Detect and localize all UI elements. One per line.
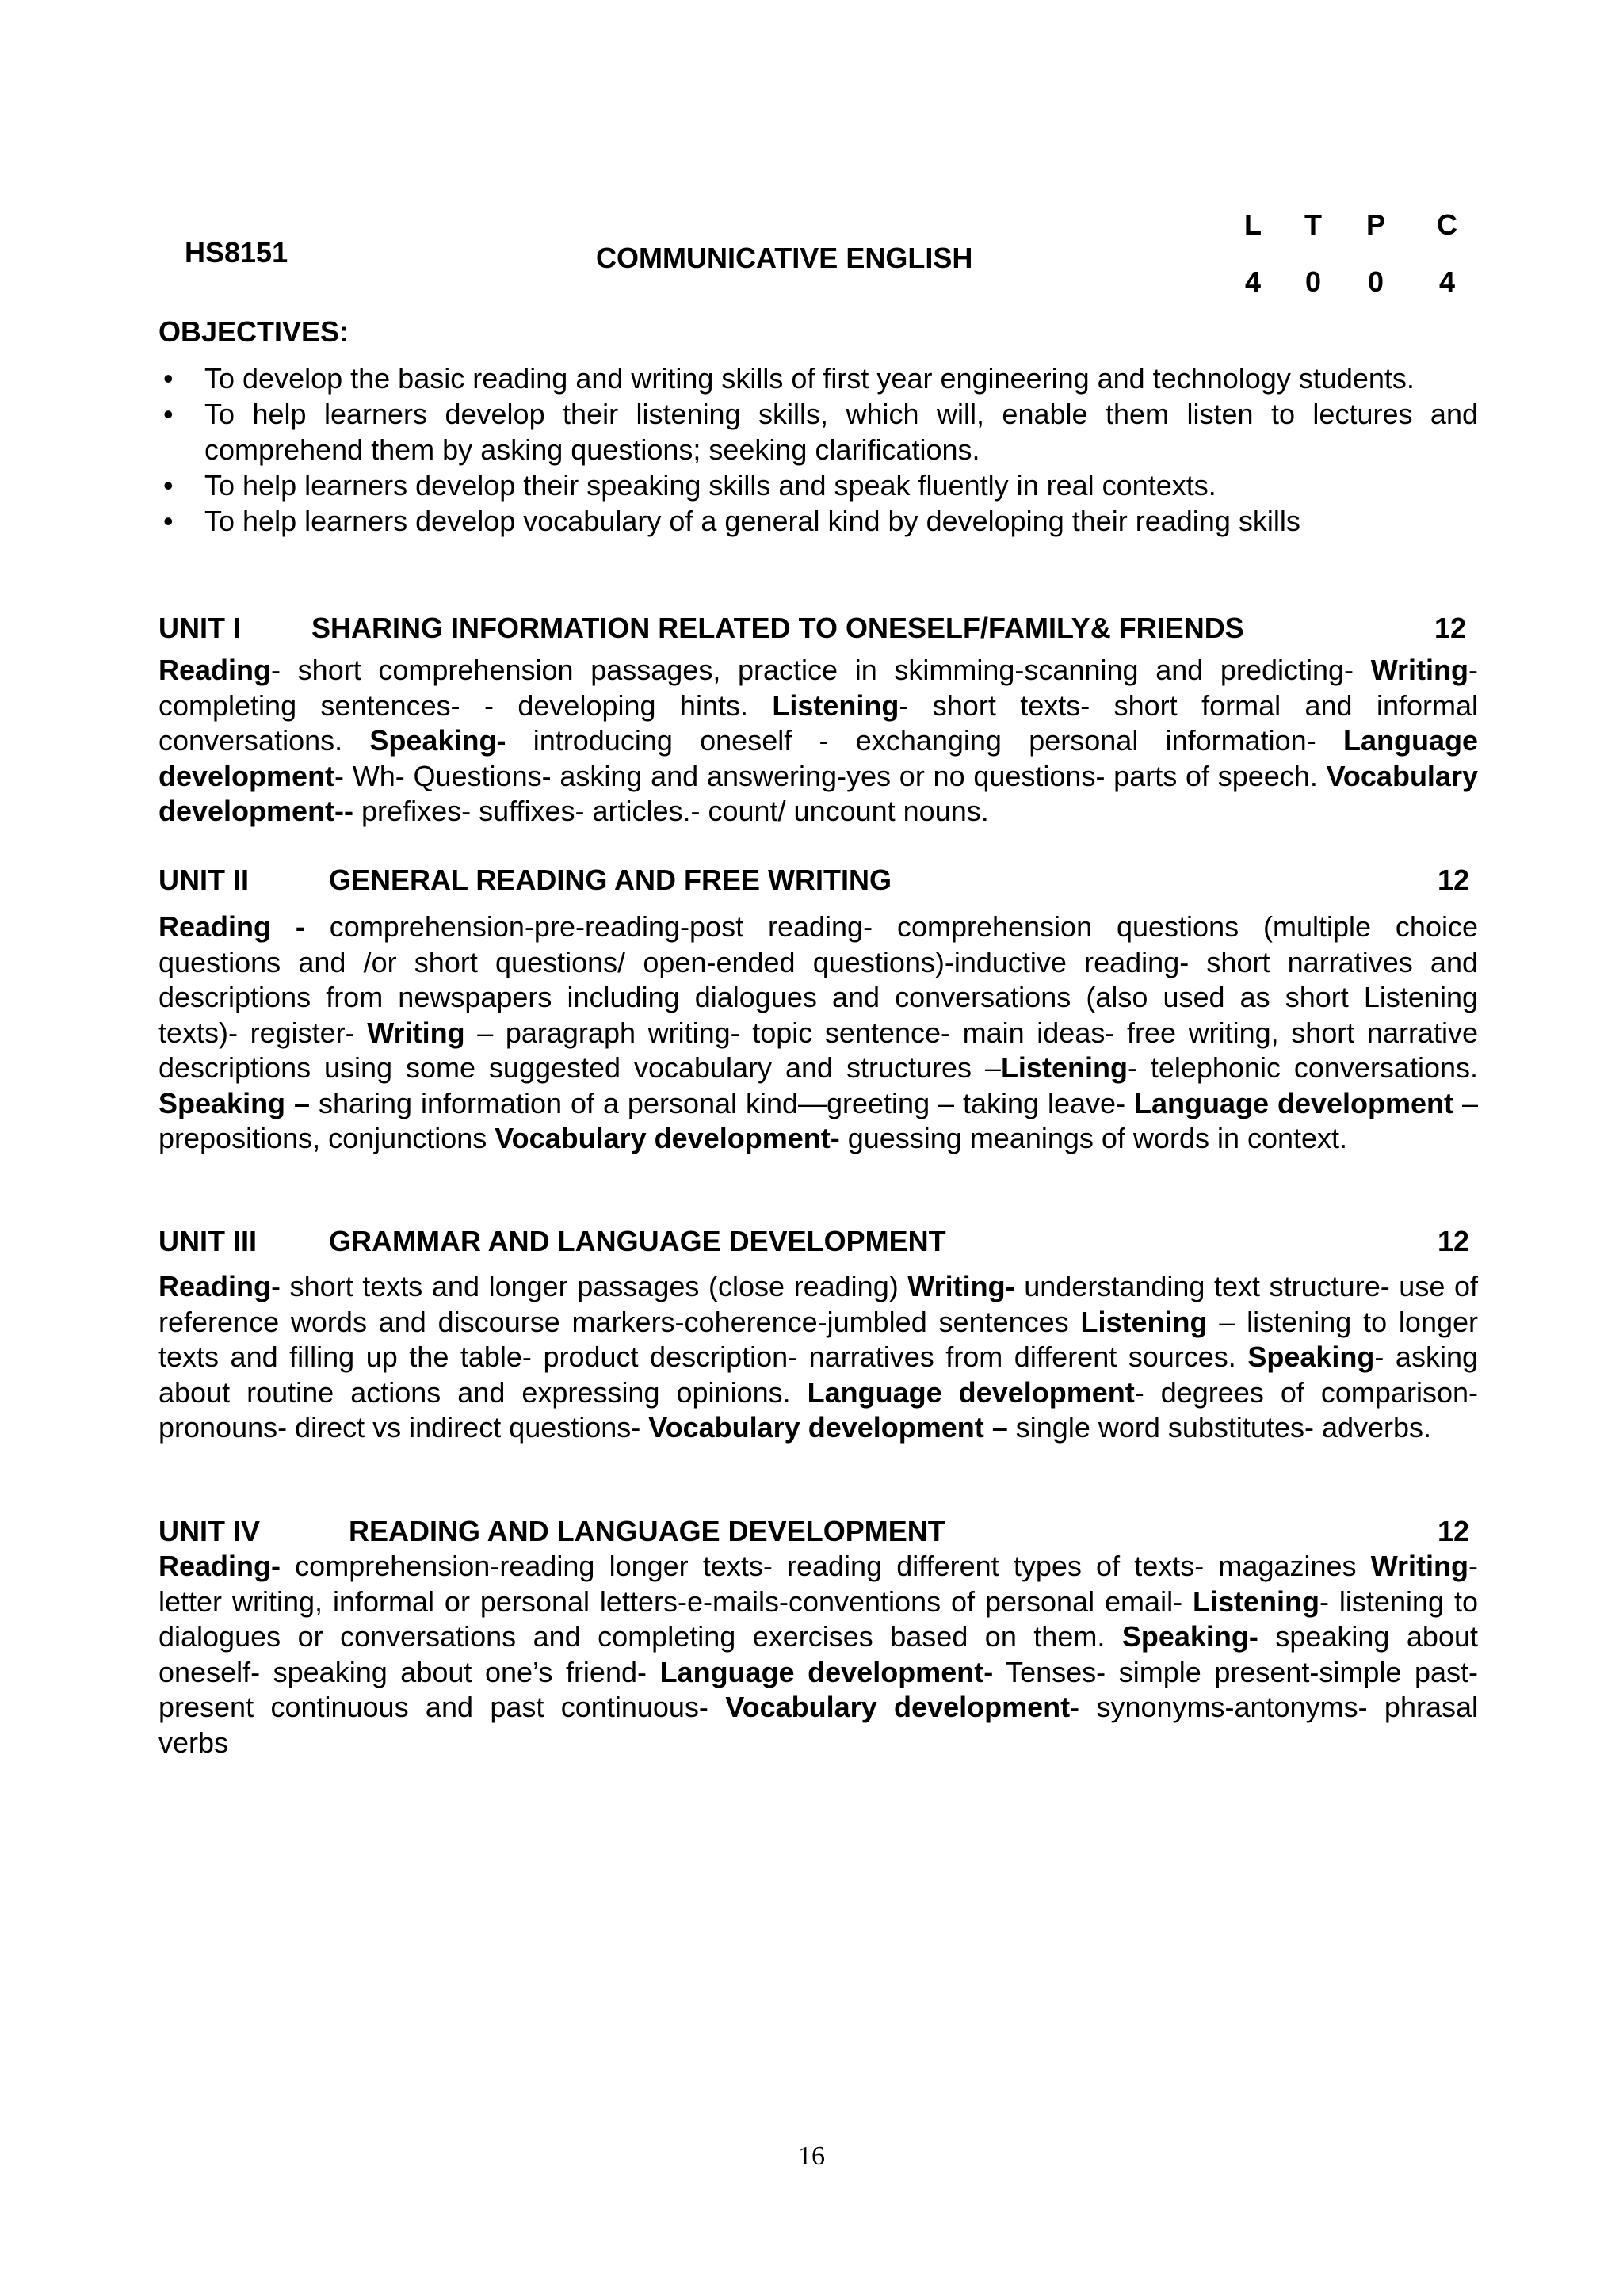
objective-text: To help learners develop their listening skills, which will, enable them listen to lectures and comprehend them by asking questions; seeking clarifications. <box>204 398 1478 466</box>
unit-title: SHARING INFORMATION RELATED TO ONESELF/FAMILY& FRIENDS <box>311 612 1244 644</box>
topic-label: Language development <box>158 724 1478 792</box>
unit-body <box>158 1269 1478 1446</box>
topic-label: Reading <box>158 654 272 686</box>
topic-text: - completing sentences- - developing hints. <box>158 654 1478 722</box>
unit-heading <box>158 1514 1478 1549</box>
bullet-icon: • <box>163 505 174 537</box>
topic-text: introducing oneself - exchanging personal information- <box>506 724 1343 757</box>
topic-label: Reading - <box>158 910 305 943</box>
unit-number: UNIT I <box>158 612 241 644</box>
topic-label: Speaking- <box>369 724 506 757</box>
topic-label: Speaking – <box>158 1086 311 1119</box>
objective-item <box>158 396 1478 467</box>
bullet-icon: • <box>163 398 174 430</box>
ltpc-value-t: 0 <box>1304 265 1322 298</box>
topic-label: Reading <box>158 1270 272 1302</box>
ltpc-label-c: C <box>1437 208 1457 241</box>
topic-label: Language development <box>807 1375 1135 1409</box>
topic-label: Vocabulary development- <box>495 1122 840 1154</box>
unit-body <box>158 1549 1478 1760</box>
unit-heading <box>158 611 1478 646</box>
topic-label: Reading- <box>158 1550 281 1582</box>
topic-label: Language development- <box>659 1655 994 1688</box>
bullet-icon: • <box>163 362 174 395</box>
ltpc-value-l: 4 <box>1244 265 1262 298</box>
unit-hours: 12 <box>1438 1515 1470 1547</box>
unit-number: UNIT IV <box>158 1515 261 1547</box>
topic-text: - degrees of comparison- pronouns- direct vs indirect questions- <box>158 1375 1478 1444</box>
unit-body <box>158 653 1478 830</box>
unit-number: UNIT III <box>158 1225 257 1257</box>
topic-label: Speaking- <box>1121 1620 1258 1653</box>
unit-body <box>158 910 1478 1157</box>
ltpc-value-p: 0 <box>1367 265 1384 298</box>
topic-text: Tenses- simple present-simple past- present continuous and past continuous- <box>158 1655 1479 1723</box>
objectives-heading: OBJECTIVES: <box>158 315 349 348</box>
unit-title: GENERAL READING AND FREE WRITING <box>329 864 892 896</box>
topic-text: - short texts- short formal and informal conversations. <box>158 688 1478 757</box>
topic-text: sharing information of a personal kind—greeting – taking leave- <box>310 1086 1135 1119</box>
topic-label: Vocabulary development-- <box>158 759 1478 827</box>
topic-label: Vocabulary development – <box>648 1411 1008 1444</box>
ltpc-label-l: L <box>1244 208 1262 241</box>
topic-label: Listening <box>1080 1305 1208 1338</box>
bullet-icon: • <box>163 469 174 502</box>
objective-item <box>158 467 1478 503</box>
topic-text: – listening to longer texts and filling up the table- product description- narratives from different sources. <box>158 1305 1479 1373</box>
topic-text: - Wh- Questions- asking and answering-yes or no questions- parts of speech. <box>334 759 1327 792</box>
topic-text: - listening to dialogues or conversations and completing exercises based on them. <box>158 1585 1478 1653</box>
ltpc-label-p: P <box>1365 208 1385 241</box>
topic-text: understanding text structure- use of reference words and discourse markers-coherence-jumbled sentences <box>158 1270 1478 1338</box>
course-title: COMMUNICATIVE ENGLISH <box>596 242 973 274</box>
page-number: 16 <box>798 2142 825 2171</box>
topic-text: - letter writing, informal or personal letters-e-mails-conventions of personal email- <box>158 1550 1478 1618</box>
objective-text: To help learners develop vocabulary of a general kind by developing their reading skills <box>204 505 1300 537</box>
course-code: HS8151 <box>185 236 288 269</box>
topic-label: Writing <box>1370 654 1468 686</box>
unit-heading <box>158 1224 1478 1259</box>
topic-label: Writing <box>367 1016 465 1049</box>
topic-text: single word substitutes- adverbs. <box>1007 1411 1432 1444</box>
unit-title: GRAMMAR AND LANGUAGE DEVELOPMENT <box>329 1225 946 1257</box>
topic-text: – paragraph writing- topic sentence- main ideas- free writing, short narrative descriptions using some suggested vocabulary and structures – <box>158 1016 1478 1084</box>
unit-number: UNIT II <box>158 864 249 896</box>
topic-text: comprehension-reading longer texts- reading different types of texts- magazines <box>281 1550 1371 1582</box>
topic-label: Speaking <box>1247 1341 1375 1373</box>
ltpc-value-c: 4 <box>1438 265 1456 298</box>
unit-title: READING AND LANGUAGE DEVELOPMENT <box>349 1515 945 1547</box>
topic-label: Listening <box>1193 1585 1319 1618</box>
objectives-list <box>158 360 1478 539</box>
unit-heading <box>158 863 1478 898</box>
topic-text: comprehension-pre-reading-post reading- comprehension questions (multiple choice questions and /or short questions/ open-ended questions)-inductive reading- short narratives and descriptions from newspapers including dialogues and conversations (also used as short Listening texts)- register- <box>158 910 1478 1049</box>
objective-item <box>158 503 1478 539</box>
unit-hours: 12 <box>1438 864 1470 896</box>
topic-text: - telephonic conversations. <box>1127 1051 1478 1084</box>
topic-text: - asking about routine actions and expressing opinions. <box>158 1341 1478 1409</box>
objective-text: To help learners develop their speaking skills and speak fluently in real contexts. <box>204 469 1216 502</box>
unit-hours: 12 <box>1434 612 1467 644</box>
ltpc-label-t: T <box>1304 208 1322 241</box>
topic-label: Listening <box>1000 1051 1128 1084</box>
objective-item <box>158 360 1478 396</box>
topic-text: - short texts and longer passages (close reading) <box>271 1270 908 1302</box>
topic-label: Language development <box>1134 1086 1454 1119</box>
topic-label: Listening <box>772 688 899 722</box>
objective-text: To develop the basic reading and writing skills of first year engineering and technology students. <box>204 362 1415 395</box>
topic-text: - short comprehension passages, practice in skimming-scanning and predicting- <box>271 654 1371 686</box>
topic-label: Vocabulary development <box>725 1691 1071 1723</box>
topic-label: Writing <box>1370 1550 1468 1582</box>
topic-label: Writing- <box>907 1270 1015 1302</box>
topic-text: prefixes- suffixes- articles.- count/ uncount nouns. <box>353 795 989 827</box>
topic-text: guessing meanings of words in context. <box>839 1122 1348 1154</box>
topic-text: – prepositions, conjunctions <box>158 1086 1478 1154</box>
unit-hours: 12 <box>1438 1225 1470 1257</box>
topic-text: - synonyms-antonyms- phrasal verbs <box>158 1691 1478 1759</box>
topic-text: speaking about oneself- speaking about one’s friend- <box>158 1620 1478 1688</box>
